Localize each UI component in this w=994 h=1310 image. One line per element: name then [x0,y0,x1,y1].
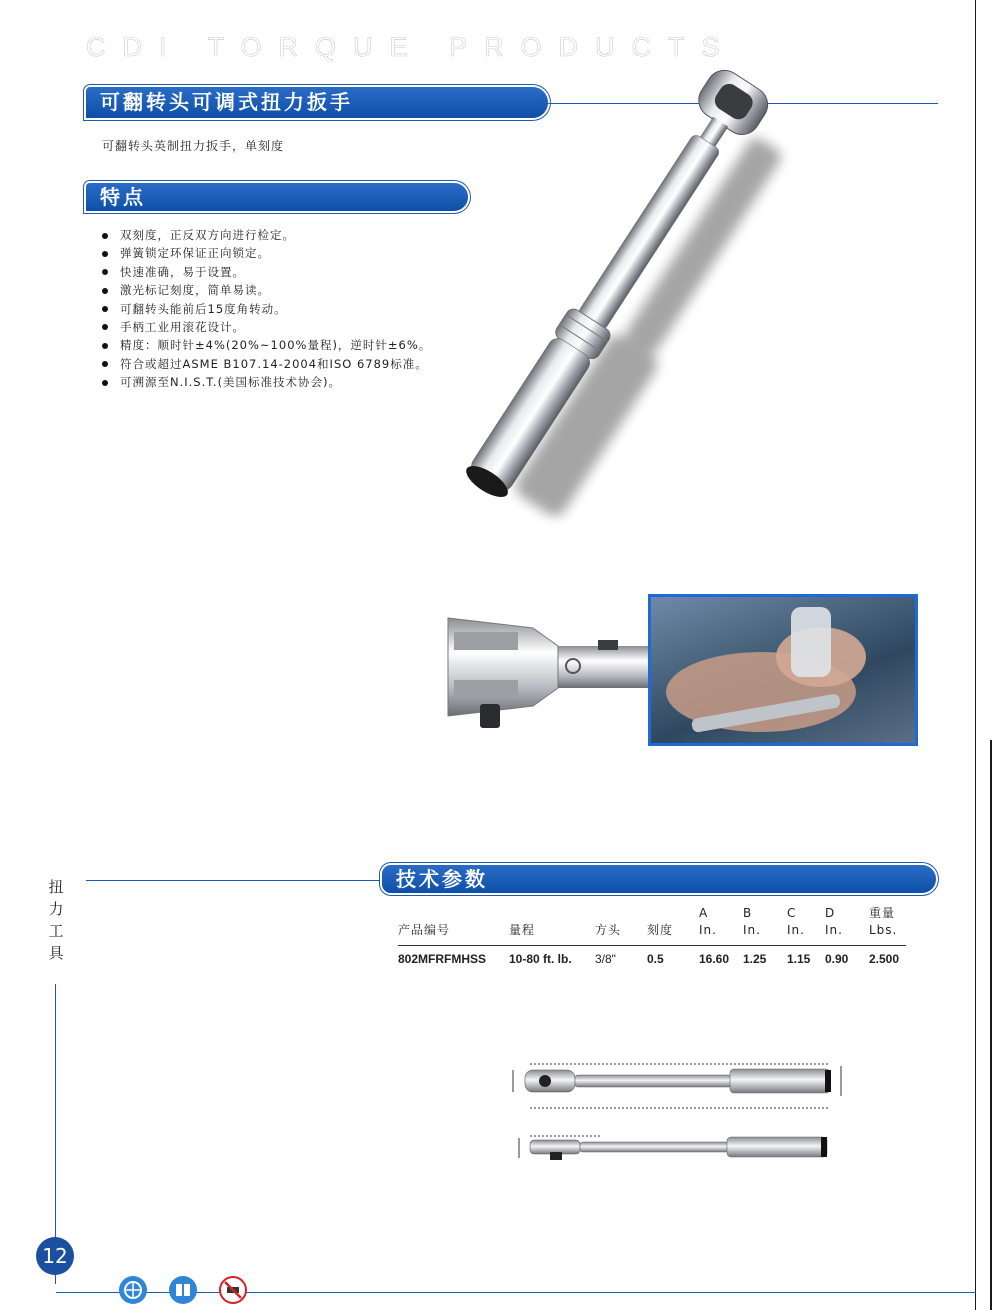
book-icon [169,1276,197,1304]
feature-item: 符合或超过ASME B107.14-2004和ISO 6789标准。 [100,355,431,373]
col-d-header: D [825,905,836,920]
features-heading: 特点 [86,183,468,211]
specs-table [398,904,909,967]
product-title: 可翻转头可调式扭力扳手 [86,87,548,118]
col-a-unit: In. [699,922,717,937]
col-d-unit: In. [825,922,843,937]
cell-c: 1.15 [787,952,811,966]
feature-item: 手柄工业用滚花设计。 [100,318,431,336]
specs-header-row [398,921,909,938]
hand-use-photo [648,594,918,746]
page-edge-rule-lower [990,740,992,1310]
page-number: 12 [36,1237,74,1275]
col-model-header: 产品编号 [398,923,451,937]
specs-divider [398,945,906,946]
feature-item: 激光标记刻度，简单易读。 [100,281,431,299]
specs-header-top-row [398,904,909,921]
wrench-head-closeup-image [438,608,650,738]
col-a-header: A [699,905,709,920]
torque-wrench-image [370,55,850,555]
col-c-header: C [787,905,797,920]
feature-item: 快速准确，易于设置。 [100,263,431,281]
col-weight-unit: Lbs. [869,922,898,937]
col-c-unit: In. [787,922,805,937]
specs-heading: 技术参数 [382,865,936,893]
cell-model: 802MFRFMHSS [398,952,487,966]
col-b-unit: In. [743,922,761,937]
cell-weight: 2.500 [869,952,900,966]
cell-a: 16.60 [699,952,730,966]
no-tool-icon [219,1276,247,1304]
cell-range: 10-80 ft. lb. [509,952,572,966]
page-edge-rule [975,0,976,1310]
feature-item: 双刻度，正反双方向进行检定。 [100,226,431,244]
feature-item: 可溯源至N.I.S.T.(美国标准技术协会)。 [100,373,431,391]
specs-rule [86,880,386,881]
col-weight-header: 重量 [869,906,896,920]
feature-item: 弹簧锁定环保证正向锁定。 [100,244,431,262]
col-range-header: 量程 [509,923,536,937]
feature-item: 精度：顺时针±4%(20%~100%量程)，逆时针±6%。 [100,336,431,354]
table-row [398,951,909,967]
brand-title: CDI TORQUE PRODUCTS [86,32,737,62]
side-category-label: 扭 力 工 具 [48,878,64,962]
col-b-header: B [743,905,753,920]
product-subtitle: 可翻转头英制扭力扳手，单刻度 [102,139,285,153]
col-drive-header: 方头 [595,923,622,937]
globe-icon [119,1276,147,1304]
cell-scale: 0.5 [647,952,664,966]
feature-item: 可翻转头能前后15度角转动。 [100,300,431,318]
cell-b: 1.25 [743,952,767,966]
cell-drive: 3/8" [595,952,616,966]
col-scale-header: 刻度 [647,923,674,937]
cell-d: 0.90 [825,952,849,966]
dimension-diagram [505,1060,855,1170]
